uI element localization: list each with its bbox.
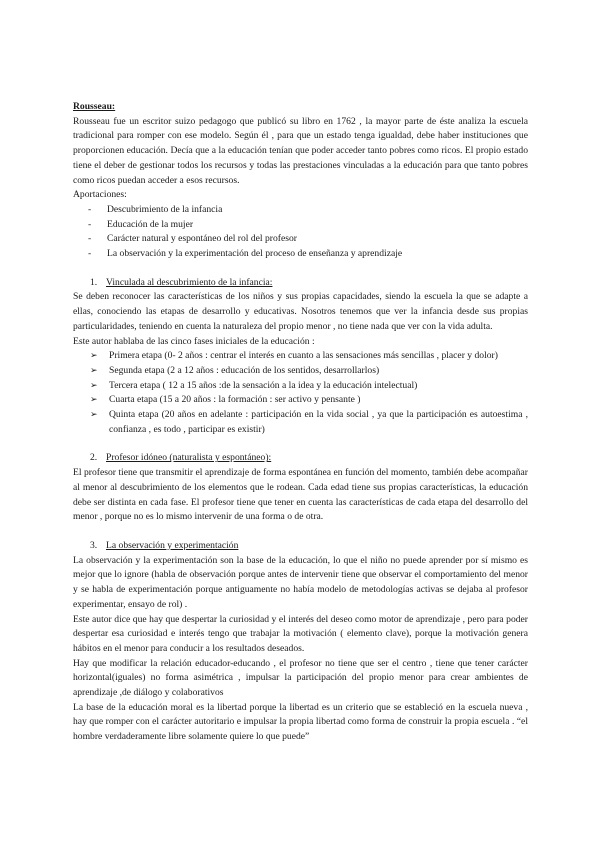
- section-3-paragraph: La observación y la experimentación son la base de la educación, lo que el niño no puede aprender por sí mismo es mejor que lo ignore (habla de observación porque antes de intervenir tiene que observar el comportamiento del menor y se habla de experimentación porque antiguamente no había modelo de metodologías activas se dejaba al profesor experimentar, ensayo de rol) .: [73, 554, 528, 610]
- aportaciones-list: [73, 203, 528, 262]
- aportacion-item: - Educación de la mujer: [88, 218, 528, 233]
- aportaciones-label: Aportaciones:: [73, 189, 127, 201]
- section-number: 3.: [90, 539, 98, 551]
- section-title: La observación y experimentación: [106, 539, 239, 551]
- section-2-heading: [73, 451, 528, 466]
- section-3-paragraph: Este autor dice que hay que despertar la curiosidad y el interés del deseo como motor de aprendizaje , pero para poder despertar esa curiosidad e interés tengo que trabajar la motivación ( elemento clave), porque la motivación genera hábitos en el menor para conducir a los resultados deseados.: [73, 613, 528, 654]
- arrow-bullet-icon: ➢: [90, 395, 98, 406]
- stages-list: [73, 349, 528, 437]
- section-2-paragraph: El profesor tiene que transmitir el aprendizaje de forma espontánea en función del momento, también debe acompañar al menor al descubrimiento de los elementos que le rodean. Cada edad tiene sus propias características, la educación debe ser distinta en cada fase. El profesor tiene que tener en cuenta las características de cada etapa del desarrollo del menor , porque no es lo mismo intervenir de una forma o de otra.: [73, 467, 528, 523]
- arrow-bullet-icon: ➢: [90, 380, 98, 391]
- section-1-paragraph: Este autor hablaba de las cinco fases iniciales de la educación :: [73, 335, 315, 347]
- stage-item: ➢ Primera etapa (0- 2 años : centrar el interés en cuanto a las sensaciones más sencillas , placer y dolor): [90, 349, 528, 364]
- aportacion-item: - La observación y la experimentación del proceso de enseñanza y aprendizaje: [88, 247, 528, 262]
- section-number: 1.: [90, 276, 98, 288]
- stage-item: ➢ Cuarta etapa (15 a 20 años : la formación : ser activo y pensante ): [90, 393, 528, 408]
- stage-item: ➢ Quinta etapa (20 años en adelante : participación en la vida social , ya que la participación es autoestima , confianza , es todo , participar es existir): [90, 409, 528, 435]
- section-title: Profesor idóneo (naturalista y espontáneo):: [106, 452, 272, 464]
- arrow-bullet-icon: ➢: [90, 365, 98, 376]
- intro-paragraph: Rousseau fue un escritor suizo pedagogo que publicó su libro en 1762 , la mayor parte de éste analiza la escuela tradicional para romper con ese modelo. Según él , para que un estado tenga igualdad, debe haber instituciones que proporcionen educación. Decía que a la educación tenían que poder acceder tanto pobres como ricos. El propio estado tiene el deber de gestionar todos los recursos y todas las prestaciones vinculadas a la educación para que tanto pobres como ricos puedan acceder a esos recursos.: [73, 115, 528, 186]
- arrow-bullet-icon: ➢: [90, 410, 98, 421]
- document-title: Rousseau:: [73, 101, 116, 112]
- section-3-paragraph: Hay que modificar la relación educador-educando , el profesor no tiene que ser el centro , tiene que tener carácter horizontal(iguales) no forma asimétrica , impulsar la participación del propio menor para crear ambientes de aprendizaje ,de diálogo y colaborativos: [73, 657, 528, 699]
- section-1-heading: [73, 276, 528, 291]
- arrow-bullet-icon: ➢: [90, 351, 98, 362]
- section-title: Vinculada al descubrimiento de la infancia:: [106, 276, 273, 288]
- section-number: 2.: [90, 452, 98, 464]
- section-3-paragraph: La base de la educación moral es la libertad porque la libertad es un criterio que se estableció en la escuela nueva , hay que romper con el carácter autoritario e impulsar la propia libertad como forma de construir la propia escuela . “el hombre verdaderamente libre solamente quiere lo que puede”: [73, 701, 528, 743]
- section-3-heading: [73, 539, 528, 554]
- aportacion-item: - Carácter natural y espontáneo del rol del profesor: [88, 232, 528, 247]
- document-page: [73, 100, 528, 745]
- section-1-paragraph: Se deben reconocer las características de los niños y sus propias capacidades, siendo la escuela la que se adapte a ellas, conociendo las etapas de desarrollo y educativas. Nosotros tenemos que ver la infancia desde sus propias particularidades, teniendo en cuenta la naturaleza del propio menor , no tiene nada que ver con la vida adulta.: [73, 291, 528, 332]
- stage-item: ➢ Segunda etapa (2 a 12 años : educación de los sentidos, desarrollarlos): [90, 364, 528, 379]
- stage-item: ➢ Tercera etapa ( 12 a 15 años :de la sensación a la idea y la educación intelectual): [90, 379, 528, 394]
- aportacion-item: - Descubrimiento de la infancia: [88, 203, 528, 218]
